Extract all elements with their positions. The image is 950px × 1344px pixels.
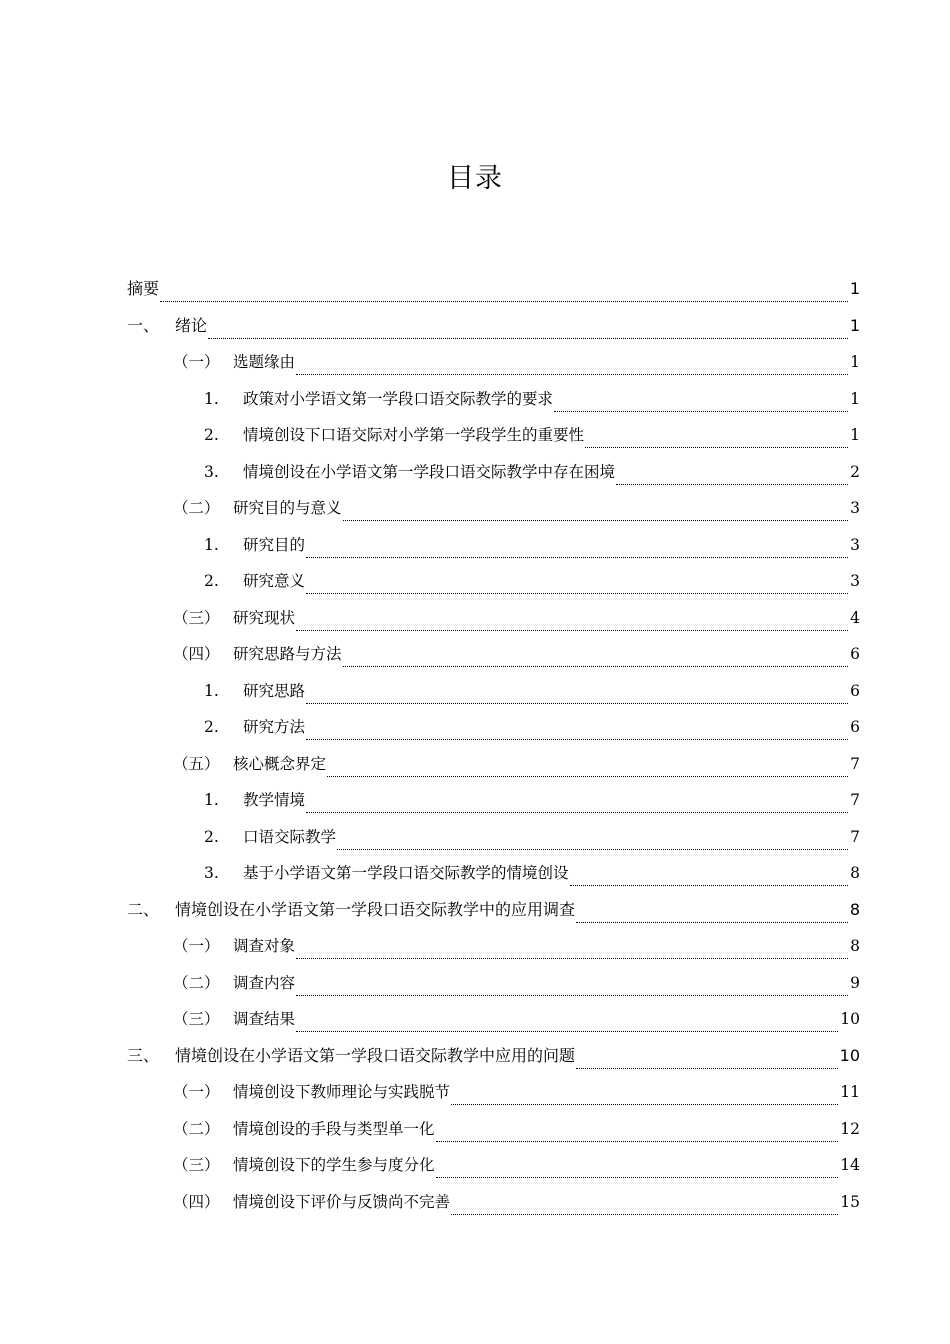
toc-entry-page-number: 3 xyxy=(850,535,860,554)
toc-entry-number: （三） xyxy=(173,1156,220,1175)
toc-entry-number: 二、 xyxy=(127,899,160,919)
toc-entry-title: 研究意义 xyxy=(243,572,306,591)
toc-dot-leader xyxy=(570,885,849,886)
toc-entry-title: 研究目的 xyxy=(243,535,306,554)
toc-entry-title: 基于小学语文第一学段口语交际教学的情境创设 xyxy=(243,864,569,883)
toc-entry-number: 1. xyxy=(204,681,219,700)
toc-entry-page-number: 4 xyxy=(850,608,860,627)
toc-entry-page-number: 1 xyxy=(849,279,860,299)
toc-dot-leader xyxy=(436,1177,839,1178)
toc-entry-page-number: 9 xyxy=(850,973,860,992)
toc-entry-title: 情境创设的手段与类型单一化 xyxy=(233,1119,435,1138)
toc-dot-leader xyxy=(327,776,848,777)
toc-dot-leader xyxy=(296,374,848,375)
table-of-contents xyxy=(0,271,950,1220)
toc-entry-number: 3. xyxy=(204,864,219,883)
toc-entry-number: （四） xyxy=(173,645,220,664)
toc-entry-number: 1. xyxy=(204,535,219,554)
toc-entry[interactable] xyxy=(0,673,950,710)
toc-entry[interactable] xyxy=(0,527,950,564)
toc-entry[interactable] xyxy=(0,636,950,673)
toc-entry[interactable] xyxy=(0,1111,950,1148)
toc-entry-number: 2. xyxy=(204,572,219,591)
toc-entry-title: 情境创设下的学生参与度分化 xyxy=(233,1156,435,1175)
toc-entry[interactable] xyxy=(0,819,950,856)
toc-entry-number: （一） xyxy=(173,353,220,372)
toc-entry-number: （三） xyxy=(173,1010,220,1029)
toc-entry[interactable] xyxy=(0,600,950,637)
toc-entry-title: 情境创设在小学语文第一学段口语交际教学中的应用调查 xyxy=(175,899,576,919)
toc-entry-number: （四） xyxy=(173,1192,220,1211)
toc-dot-leader xyxy=(306,593,848,594)
toc-entry[interactable] xyxy=(0,1147,950,1184)
toc-entry-title: 调查对象 xyxy=(233,937,296,956)
toc-dot-leader xyxy=(585,447,848,448)
toc-entry-page-number: 1 xyxy=(850,426,860,445)
toc-entry-title: 选题缘由 xyxy=(233,353,296,372)
toc-entry-title: 摘要 xyxy=(127,279,160,299)
toc-entry-title: 研究现状 xyxy=(233,608,296,627)
toc-entry-title: 口语交际教学 xyxy=(243,827,337,846)
toc-dot-leader xyxy=(616,484,848,485)
toc-entry-page-number: 8 xyxy=(849,899,860,919)
toc-dot-leader xyxy=(451,1104,838,1105)
toc-entry-title: 调查结果 xyxy=(233,1010,296,1029)
toc-dot-leader xyxy=(576,1068,838,1069)
toc-title: 目录 xyxy=(447,163,503,194)
toc-dot-leader xyxy=(337,849,848,850)
toc-entry-page-number: 8 xyxy=(850,864,860,883)
toc-entry-number: （三） xyxy=(173,608,220,627)
toc-dot-leader xyxy=(296,1031,838,1032)
toc-entry-page-number: 7 xyxy=(850,827,860,846)
toc-entry-number: 一、 xyxy=(127,315,160,335)
toc-entry-number: （二） xyxy=(173,973,220,992)
toc-entry[interactable] xyxy=(0,490,950,527)
toc-entry-title: 教学情境 xyxy=(243,791,306,810)
toc-entry-number: （二） xyxy=(173,499,220,518)
toc-entry-title: 情境创设在小学语文第一学段口语交际教学中应用的问题 xyxy=(175,1045,576,1065)
toc-entry-page-number: 12 xyxy=(840,1119,860,1138)
toc-dot-leader xyxy=(296,958,848,959)
toc-entry[interactable] xyxy=(0,271,950,308)
toc-entry-page-number: 8 xyxy=(850,937,860,956)
toc-entry-number: 3. xyxy=(204,462,219,481)
toc-entry-title: 研究思路 xyxy=(243,681,306,700)
toc-entry-number: （一） xyxy=(173,1083,220,1102)
toc-entry[interactable] xyxy=(0,563,950,600)
toc-entry-title: 情境创设下口语交际对小学第一学段学生的重要性 xyxy=(243,426,585,445)
toc-entry-page-number: 15 xyxy=(840,1192,860,1211)
toc-entry-title: 情境创设在小学语文第一学段口语交际教学中存在困境 xyxy=(243,462,616,481)
toc-dot-leader xyxy=(208,338,848,339)
toc-dot-leader xyxy=(306,739,848,740)
toc-entry-page-number: 6 xyxy=(850,645,860,664)
toc-entry-title: 情境创设下评价与反馈尚不完善 xyxy=(233,1192,451,1211)
toc-entry-number: 1. xyxy=(204,389,219,408)
toc-entry-page-number: 11 xyxy=(840,1083,860,1102)
toc-entry[interactable] xyxy=(0,1074,950,1111)
toc-entry[interactable] xyxy=(0,1184,950,1221)
toc-entry-page-number: 10 xyxy=(839,1045,860,1065)
toc-entry-title: 研究目的与意义 xyxy=(233,499,342,518)
toc-entry[interactable] xyxy=(0,344,950,381)
toc-dot-leader xyxy=(576,922,848,923)
toc-entry-page-number: 10 xyxy=(840,1010,860,1029)
toc-entry-title: 绪论 xyxy=(175,315,208,335)
toc-dot-leader xyxy=(343,666,849,667)
toc-entry-page-number: 3 xyxy=(850,572,860,591)
toc-dot-leader xyxy=(296,630,848,631)
toc-entry[interactable] xyxy=(0,965,950,1002)
toc-entry-title: 政策对小学语文第一学段口语交际教学的要求 xyxy=(243,389,554,408)
toc-entry-number: （二） xyxy=(173,1119,220,1138)
toc-entry-page-number: 6 xyxy=(850,681,860,700)
toc-entry-title: 研究方法 xyxy=(243,718,306,737)
toc-dot-leader xyxy=(451,1214,838,1215)
toc-entry[interactable] xyxy=(0,381,950,418)
toc-entry[interactable] xyxy=(0,746,950,783)
toc-dot-leader xyxy=(296,995,848,996)
toc-entry-page-number: 1 xyxy=(850,389,860,408)
toc-dot-leader xyxy=(160,301,848,302)
toc-entry-number: 1. xyxy=(204,791,219,810)
toc-entry[interactable] xyxy=(0,709,950,746)
toc-entry[interactable] xyxy=(0,1001,950,1038)
toc-entry-number: 2. xyxy=(204,827,219,846)
toc-dot-leader xyxy=(306,557,848,558)
toc-entry-page-number: 1 xyxy=(850,353,860,372)
toc-dot-leader xyxy=(554,411,848,412)
toc-entry-number: 三、 xyxy=(127,1045,160,1065)
toc-dot-leader xyxy=(306,703,848,704)
toc-entry-page-number: 7 xyxy=(850,791,860,810)
toc-entry[interactable] xyxy=(0,782,950,819)
toc-entry-title: 核心概念界定 xyxy=(233,754,327,773)
toc-entry-title: 调查内容 xyxy=(233,973,296,992)
toc-dot-leader xyxy=(436,1141,839,1142)
toc-entry[interactable] xyxy=(0,855,950,892)
toc-entry-number: 2. xyxy=(204,426,219,445)
toc-entry-title: 研究思路与方法 xyxy=(233,645,342,664)
toc-entry[interactable] xyxy=(0,417,950,454)
toc-entry-page-number: 3 xyxy=(850,499,860,518)
toc-entry-number: （五） xyxy=(173,754,220,773)
toc-entry-title: 情境创设下教师理论与实践脱节 xyxy=(233,1083,451,1102)
toc-dot-leader xyxy=(306,812,848,813)
toc-entry-page-number: 6 xyxy=(850,718,860,737)
toc-entry-page-number: 1 xyxy=(849,315,860,335)
toc-entry[interactable] xyxy=(0,308,950,345)
toc-entry-page-number: 2 xyxy=(850,462,860,481)
toc-entry[interactable] xyxy=(0,892,950,929)
toc-entry-page-number: 14 xyxy=(840,1156,860,1175)
toc-entry-number: （一） xyxy=(173,937,220,956)
toc-entry[interactable] xyxy=(0,928,950,965)
toc-entry[interactable] xyxy=(0,1038,950,1075)
toc-entry[interactable] xyxy=(0,454,950,491)
toc-dot-leader xyxy=(343,520,849,521)
toc-entry-page-number: 7 xyxy=(850,754,860,773)
toc-entry-number: 2. xyxy=(204,718,219,737)
